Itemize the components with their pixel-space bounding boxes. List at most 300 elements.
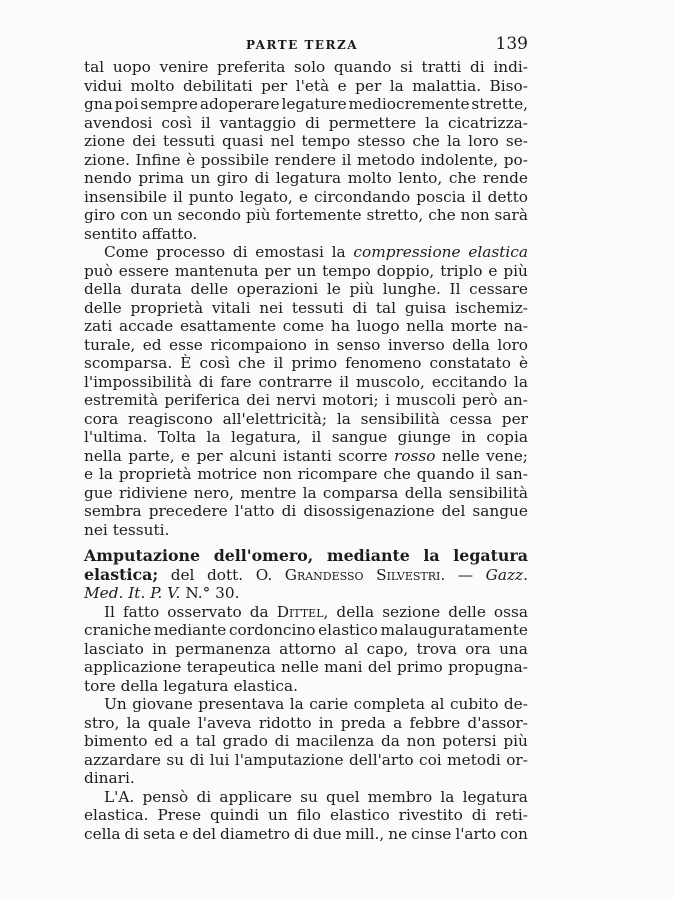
word: circondando <box>313 187 411 206</box>
word: cubito <box>449 695 499 713</box>
word: Il <box>449 280 461 298</box>
word: un <box>152 206 173 224</box>
word: lunghe. <box>382 280 441 298</box>
word: la <box>513 372 528 391</box>
word: legatura <box>163 676 229 695</box>
word: tempo <box>322 261 371 280</box>
word: metodi <box>447 750 501 769</box>
word: ridotto <box>258 713 312 732</box>
word: quel <box>326 787 360 806</box>
text-line <box>84 447 528 466</box>
word: che <box>428 206 456 224</box>
word: P. <box>150 584 163 602</box>
word: più <box>246 206 271 224</box>
word: È <box>180 354 192 372</box>
word: delle <box>448 602 486 621</box>
word: quando <box>416 465 475 483</box>
text-line <box>84 58 528 77</box>
word: turale, <box>84 335 136 354</box>
word: non <box>460 206 490 224</box>
word: del <box>192 824 217 843</box>
word: carie <box>309 695 349 713</box>
word: a <box>179 732 189 750</box>
word: al <box>344 639 359 658</box>
word: che <box>412 132 440 150</box>
word: la <box>446 132 461 150</box>
word: L'A. <box>104 787 135 806</box>
word: del <box>170 565 195 584</box>
word: gue <box>84 483 113 502</box>
body-text <box>84 58 528 843</box>
word: molto <box>130 76 175 95</box>
word: da <box>380 732 400 750</box>
word: non <box>406 732 436 750</box>
word: su <box>166 750 185 769</box>
word: solo <box>294 58 326 76</box>
word: dell'omero, <box>213 546 314 565</box>
word: molto <box>347 169 392 187</box>
word: e <box>488 261 498 280</box>
word: è <box>518 354 528 372</box>
word: in <box>461 428 476 446</box>
word: doppio, <box>376 261 435 280</box>
word: rendere <box>274 150 337 169</box>
word: applicare <box>219 787 292 806</box>
word: emostasi <box>255 243 324 261</box>
word: or- <box>506 750 528 769</box>
word: zione. <box>84 150 130 169</box>
word: fortemente <box>275 206 362 224</box>
word: la <box>302 483 317 502</box>
text-line <box>84 584 528 603</box>
word: nero, <box>193 483 235 502</box>
word: secondo <box>177 206 242 224</box>
text-line <box>84 732 528 751</box>
word: della <box>404 483 443 502</box>
text-line <box>84 262 528 281</box>
text-line <box>84 151 528 170</box>
word: rivestito <box>398 806 463 824</box>
text-line <box>84 299 528 318</box>
word: di <box>305 113 320 132</box>
word: l'amputazione <box>234 750 344 769</box>
word: cessa <box>449 409 493 428</box>
word: seta <box>143 824 176 843</box>
word: una <box>499 639 528 658</box>
word: muscoli <box>396 391 456 409</box>
word: coi <box>419 750 442 769</box>
word: sensibilità <box>448 483 528 502</box>
word: luogo <box>356 317 400 335</box>
word: indi- <box>493 58 528 76</box>
word: precedere <box>148 502 228 520</box>
word: cicatrizza- <box>448 113 528 132</box>
text-line <box>84 243 528 262</box>
word: stro, <box>84 713 120 732</box>
word: mani <box>324 658 363 676</box>
word: della <box>120 676 159 695</box>
text-line <box>84 169 528 188</box>
text-line <box>84 621 528 640</box>
text-line <box>84 547 528 566</box>
word: ora <box>465 639 491 658</box>
word: l'aveva <box>197 713 252 732</box>
word: nelle <box>441 446 480 465</box>
word: esattamente <box>179 317 276 335</box>
text-line <box>84 521 528 540</box>
word: uopo <box>112 58 151 76</box>
text-line <box>84 373 528 392</box>
text-line <box>84 114 528 133</box>
word: il <box>311 428 322 446</box>
word: tratti <box>421 58 462 76</box>
text-line <box>84 225 528 244</box>
word: lui <box>209 750 230 769</box>
word: e <box>181 446 191 465</box>
text-line <box>84 640 528 659</box>
word: reagiscono <box>127 409 213 428</box>
word: e <box>298 187 308 206</box>
word: sangue <box>472 502 528 520</box>
text-line <box>84 428 528 447</box>
word: It. <box>128 584 146 602</box>
word: l'età <box>295 76 330 95</box>
word: affatto. <box>142 224 198 243</box>
word: Gazz. <box>485 565 528 584</box>
word: O. <box>255 565 273 584</box>
word: potersi <box>442 732 497 750</box>
word: proprietà <box>118 465 192 483</box>
text-line <box>84 769 528 788</box>
word: sembra <box>84 502 142 520</box>
word: e <box>84 465 94 483</box>
word: contrarre <box>258 372 333 391</box>
word: membro <box>367 787 433 806</box>
word: gna <box>84 95 113 113</box>
word: filo <box>296 806 321 824</box>
word: non <box>262 465 292 483</box>
word: delle <box>190 280 229 298</box>
word: compressione <box>353 243 461 261</box>
word: nel <box>270 132 295 150</box>
word: durata <box>130 280 182 298</box>
word: della <box>84 280 122 298</box>
word: loro <box>468 132 499 150</box>
word: permanenza <box>175 639 271 658</box>
word: per <box>261 76 288 95</box>
word: legatura <box>275 169 342 187</box>
word: su <box>300 787 318 806</box>
word: può <box>84 261 113 280</box>
word: craniche <box>84 621 152 639</box>
word: capo, <box>366 639 409 658</box>
text-line <box>84 677 528 696</box>
word: dinari. <box>84 769 135 787</box>
word: e <box>179 824 189 843</box>
text-line <box>84 825 528 844</box>
word: primo <box>291 354 338 372</box>
text-line <box>84 206 528 225</box>
word: tempo <box>301 132 351 150</box>
word: guisa <box>404 298 447 317</box>
word: Amputazione <box>84 546 201 565</box>
word: giro <box>84 206 116 224</box>
word: più <box>503 261 528 280</box>
word: nei <box>259 298 284 317</box>
word: cinse <box>411 824 452 843</box>
word: inverso <box>387 335 445 354</box>
word: cella <box>84 824 121 843</box>
word: ha <box>330 317 350 335</box>
word: vitali <box>211 298 251 317</box>
text-line <box>84 280 528 299</box>
word: vidui <box>84 76 123 95</box>
word: operazioni <box>236 280 319 298</box>
word: il <box>341 150 352 169</box>
word: prima <box>138 169 184 187</box>
word: pensò <box>142 787 189 806</box>
word: se- <box>505 132 528 150</box>
word: con <box>120 206 148 224</box>
word: cordoncino <box>228 621 316 639</box>
word: mantenuta <box>174 261 259 280</box>
word: copia <box>486 428 528 446</box>
word: il <box>471 187 482 206</box>
word: per <box>501 409 528 428</box>
word: propugna- <box>448 658 528 676</box>
word: elastica. <box>84 806 149 824</box>
word: de- <box>503 695 528 713</box>
word: nelle <box>281 658 319 676</box>
word: proprietà <box>130 298 204 317</box>
word: applicazione <box>84 658 182 676</box>
word: della <box>336 602 375 621</box>
word: la <box>440 787 455 806</box>
word: cora <box>84 409 119 428</box>
running-title: PARTE TERZA <box>246 38 359 52</box>
word: poi <box>114 95 139 113</box>
word: sarà <box>494 206 528 224</box>
word: motori; <box>322 391 379 409</box>
word: fenomeno <box>345 354 422 372</box>
word: la <box>206 428 221 446</box>
word: con <box>500 824 528 843</box>
word: detto <box>487 187 528 206</box>
word: Silvestri. <box>376 565 446 584</box>
word: più <box>349 280 375 298</box>
word: il <box>480 465 490 483</box>
word: un <box>190 169 211 187</box>
word: vantaggio <box>219 113 297 132</box>
word: in <box>318 713 334 732</box>
word: mentre <box>240 483 297 502</box>
word: in <box>314 335 330 354</box>
word: adoperare <box>199 95 280 113</box>
text-line <box>84 751 528 770</box>
word: — <box>457 565 474 584</box>
word: vene; <box>486 446 528 465</box>
word: avendosi <box>84 113 153 132</box>
word: estremità <box>84 391 159 409</box>
text-line <box>84 391 528 410</box>
word: zati <box>84 317 113 335</box>
text-line <box>84 77 528 96</box>
word: la <box>98 465 113 483</box>
word: tessuti <box>291 298 344 317</box>
word: lasciato <box>84 639 144 658</box>
word: per <box>355 76 382 95</box>
word: l'ultima. <box>84 428 148 446</box>
word: preferita <box>217 58 286 76</box>
text-line <box>84 695 528 714</box>
word: azzardare <box>84 750 161 769</box>
word: mediante <box>153 621 227 639</box>
word: permettere <box>328 113 417 132</box>
word: elastica. <box>233 676 298 695</box>
word: l'atto <box>234 502 275 520</box>
word: insensibile <box>84 187 167 206</box>
text-line <box>84 317 528 336</box>
text-line <box>84 188 528 207</box>
word: il <box>273 354 284 372</box>
word: fare <box>220 372 252 391</box>
word: stretto, <box>366 206 424 224</box>
word: la <box>126 713 141 732</box>
word: la <box>331 243 346 261</box>
word: tessuti <box>163 132 215 150</box>
word: loro <box>497 335 528 354</box>
word: comparsa <box>322 483 399 502</box>
word: tal <box>195 732 216 750</box>
word: dell'arto <box>348 750 414 769</box>
word: Grandesso <box>284 565 364 584</box>
word: Biso- <box>489 76 528 95</box>
text-line <box>84 566 528 585</box>
word: elastica <box>468 243 528 261</box>
word: nella <box>84 446 122 465</box>
word: è <box>186 150 196 169</box>
word: più <box>503 732 528 750</box>
word: della <box>452 335 490 354</box>
word: ne <box>388 824 408 843</box>
word: elastico <box>329 806 390 824</box>
word: di <box>196 787 212 806</box>
word: completa <box>353 695 425 713</box>
word: così <box>199 354 230 372</box>
word: sentito <box>84 224 138 243</box>
word: delle <box>84 298 122 317</box>
word: di <box>198 372 214 391</box>
word: in <box>152 639 167 658</box>
word: tal <box>375 298 397 317</box>
word: di <box>232 243 248 261</box>
word: punto <box>188 187 234 206</box>
word: la <box>336 409 351 428</box>
word: osservato <box>167 602 242 621</box>
word: dei <box>132 132 156 150</box>
word: rosso <box>394 446 436 465</box>
word: le <box>326 280 341 298</box>
word: po- <box>503 150 528 169</box>
word: l'arto <box>455 824 497 843</box>
text-line <box>84 502 528 521</box>
word: senso <box>336 335 381 354</box>
word: istanti <box>282 446 332 465</box>
word: constatato <box>429 354 511 372</box>
word: d'assor- <box>467 713 528 732</box>
word: ischemiz- <box>455 298 528 317</box>
word: tore <box>84 676 116 695</box>
word: giro <box>216 169 249 187</box>
word: V. <box>167 584 181 602</box>
word: di <box>471 806 487 824</box>
word: Un <box>104 695 127 713</box>
word: al <box>430 695 445 713</box>
word: tal <box>84 58 105 76</box>
word: legatura <box>453 546 528 565</box>
word: fatto <box>122 602 160 621</box>
word: sangue <box>331 428 388 446</box>
word: primo <box>396 658 443 676</box>
word: scomparsa. <box>84 354 173 372</box>
word: tessuti. <box>112 520 170 539</box>
word: giunge <box>397 428 451 446</box>
word: dott. <box>206 565 244 584</box>
text-line <box>84 806 528 825</box>
word: stesso <box>357 132 406 150</box>
word: il <box>200 113 211 132</box>
word: però <box>462 391 498 409</box>
word: mill., <box>345 824 385 843</box>
word: per <box>196 446 223 465</box>
word: Il <box>104 602 115 621</box>
word: mediante <box>326 546 410 565</box>
word: così <box>161 113 192 132</box>
word: febbre <box>409 713 461 732</box>
word: quindi <box>209 806 260 824</box>
word: motrice <box>197 465 258 483</box>
word: mediocremente <box>348 95 470 113</box>
word: che <box>383 465 411 483</box>
text-line <box>84 603 528 622</box>
word: cessare <box>469 280 528 298</box>
text-line <box>84 465 528 484</box>
word: elastica; <box>84 564 159 584</box>
text-line <box>84 658 528 677</box>
word: morte <box>450 317 498 335</box>
word: rende <box>482 169 528 187</box>
word: parte, <box>128 446 175 465</box>
word: sensibilità <box>360 409 440 428</box>
word: possibile <box>200 150 270 169</box>
word: N.° <box>185 584 211 602</box>
word: esse <box>169 335 203 354</box>
word: nervi <box>276 391 317 409</box>
word: legature <box>281 95 347 113</box>
word: triplo <box>440 261 483 280</box>
word: il <box>339 372 350 391</box>
word: un <box>296 261 317 280</box>
word: e <box>337 76 347 95</box>
word: Come <box>104 243 149 261</box>
word: poscia <box>416 187 466 206</box>
word: del <box>441 502 466 520</box>
word: come <box>282 317 325 335</box>
word: malattia. <box>412 76 482 95</box>
word: grado <box>222 732 268 750</box>
word: Infine <box>135 150 181 169</box>
word: reti- <box>495 806 528 824</box>
